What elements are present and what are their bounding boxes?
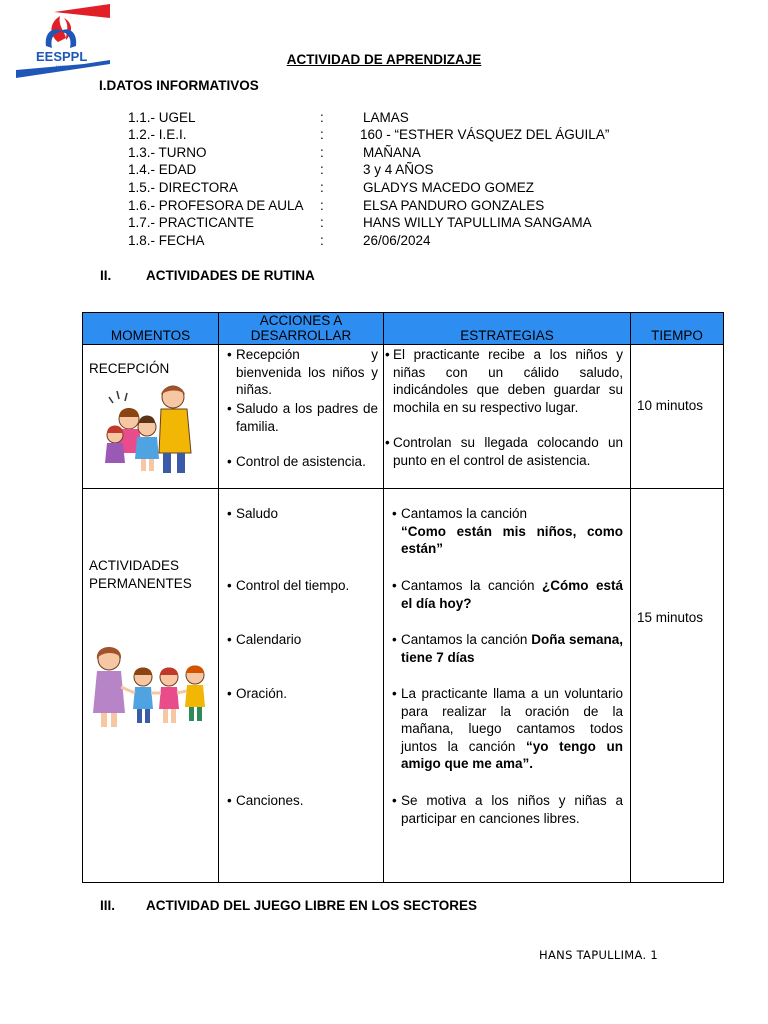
tiempo-recepcion: 10 minutos — [637, 398, 704, 413]
info-colon: : — [320, 110, 324, 125]
info-row — [128, 215, 728, 232]
accion-control-asistencia: • Control de asistencia. — [227, 454, 366, 469]
header-acciones: ACCIONES A DESARROLLAR — [219, 313, 384, 345]
info-label: 1.6.- PROFESORA DE AULA — [128, 198, 304, 213]
info-label: 1.5.- DIRECTORA — [128, 180, 239, 195]
reception-illustration — [103, 383, 199, 479]
info-value: 160 - “ESTHER VÁSQUEZ DEL ÁGUILA” — [360, 127, 610, 142]
estrategia-oracion: • La practicante llama a un voluntario para realizar la oración de la mañana, luego cantamos todos juntos la canción “yo tengo un amigo que me ama”. — [392, 686, 623, 771]
info-colon: : — [320, 215, 324, 230]
info-label: 1.8.- FECHA — [128, 233, 205, 248]
info-value: GLADYS MACEDO GOMEZ — [363, 180, 535, 195]
info-label: 1.4.- EDAD — [128, 162, 197, 177]
info-label: 1.7.- PRACTICANTE — [128, 215, 255, 230]
info-row — [128, 145, 728, 162]
accion-calendario: • Calendario — [227, 632, 302, 647]
info-row — [128, 233, 728, 250]
page-footer: HANS TAPULLIMA. 1 — [539, 948, 658, 962]
info-colon: : — [320, 162, 324, 177]
children-playing-illustration — [91, 643, 211, 731]
header-estrategias: ESTRATEGIAS — [384, 313, 631, 345]
estrategia-recepcion: • El practicante recibe a los niños y niñas con un cálido saludo, indicándoles que deben guardar su mochila en su respectivo lugar. — [385, 347, 623, 415]
document-title: ACTIVIDAD DE APRENDIZAJE — [286, 52, 482, 67]
momento-actividades-permanentes: ACTIVIDADES PERMANENTES — [89, 558, 192, 591]
info-label: 1.3.- TURNO — [128, 145, 207, 160]
accion-control-tiempo: • Control del tiempo. — [227, 578, 350, 593]
estrategia-calendario: • Cantamos la canción Doña semana, tiene 7 días — [392, 632, 623, 665]
estrategia-tiempo: • Cantamos la canción ¿Cómo está el día hoy? — [392, 578, 623, 611]
info-row — [128, 110, 728, 127]
section-2-number: II. — [100, 268, 112, 283]
estrategia-asistencia: • Controlan su llegada colocando un punto en el control de asistencia. — [385, 435, 623, 468]
info-value: 26/06/2024 — [363, 233, 431, 248]
section-1-title: I.DATOS INFORMATIVOS — [99, 78, 259, 93]
table-row — [83, 345, 724, 489]
info-row — [128, 198, 728, 215]
info-label: 1.2.- I.E.I. — [128, 127, 187, 142]
info-value: LAMAS — [363, 110, 409, 125]
section-2-title: ACTIVIDADES DE RUTINA — [146, 268, 315, 283]
svg-text:EESPPL: EESPPL — [36, 49, 88, 64]
info-colon: : — [320, 198, 324, 213]
tiempo-permanentes: 15 minutos — [637, 610, 704, 625]
info-colon: : — [320, 145, 324, 160]
eesppl-logo — [14, 4, 112, 80]
momento-recepcion: RECEPCIÓN — [89, 361, 170, 376]
header-momentos: MOMENTOS — [83, 313, 219, 345]
table-row — [83, 489, 724, 883]
accion-canciones: • Canciones. — [227, 793, 304, 808]
info-value: 3 y 4 AÑOS — [363, 162, 434, 177]
info-value: ELSA PANDURO GONZALES — [363, 198, 545, 213]
accion-recepcion: • Recepción y bienvenida los niños y niñas. — [227, 347, 378, 397]
info-label: 1.1.- UGEL — [128, 110, 196, 125]
info-row — [128, 162, 728, 179]
accion-oracion: • Oración. — [227, 686, 288, 701]
info-colon: : — [320, 180, 324, 195]
info-row — [128, 180, 728, 197]
estrategia-saludo: • Cantamos la canción “Como están mis niños, como están” — [392, 506, 623, 556]
info-row — [128, 127, 728, 144]
estrategia-canciones: • Se motiva a los niños y niñas a participar en canciones libres. — [392, 793, 623, 826]
info-value: HANS WILLY TAPULLIMA SANGAMA — [363, 215, 592, 230]
accion-saludo-padres: • Saludo a los padres de familia. — [227, 401, 378, 434]
header-tiempo: TIEMPO — [631, 313, 724, 345]
svg-text:MAGISTERIO: MAGISTERIO — [56, 65, 78, 69]
info-colon: : — [320, 127, 324, 142]
info-value: MAÑANA — [363, 145, 421, 160]
section-3-number: III. — [100, 898, 116, 913]
routine-table — [82, 312, 724, 883]
section-3-title: ACTIVIDAD DEL JUEGO LIBRE EN LOS SECTORES — [146, 898, 478, 913]
info-colon: : — [320, 233, 324, 248]
accion-saludo: • Saludo — [227, 506, 279, 521]
